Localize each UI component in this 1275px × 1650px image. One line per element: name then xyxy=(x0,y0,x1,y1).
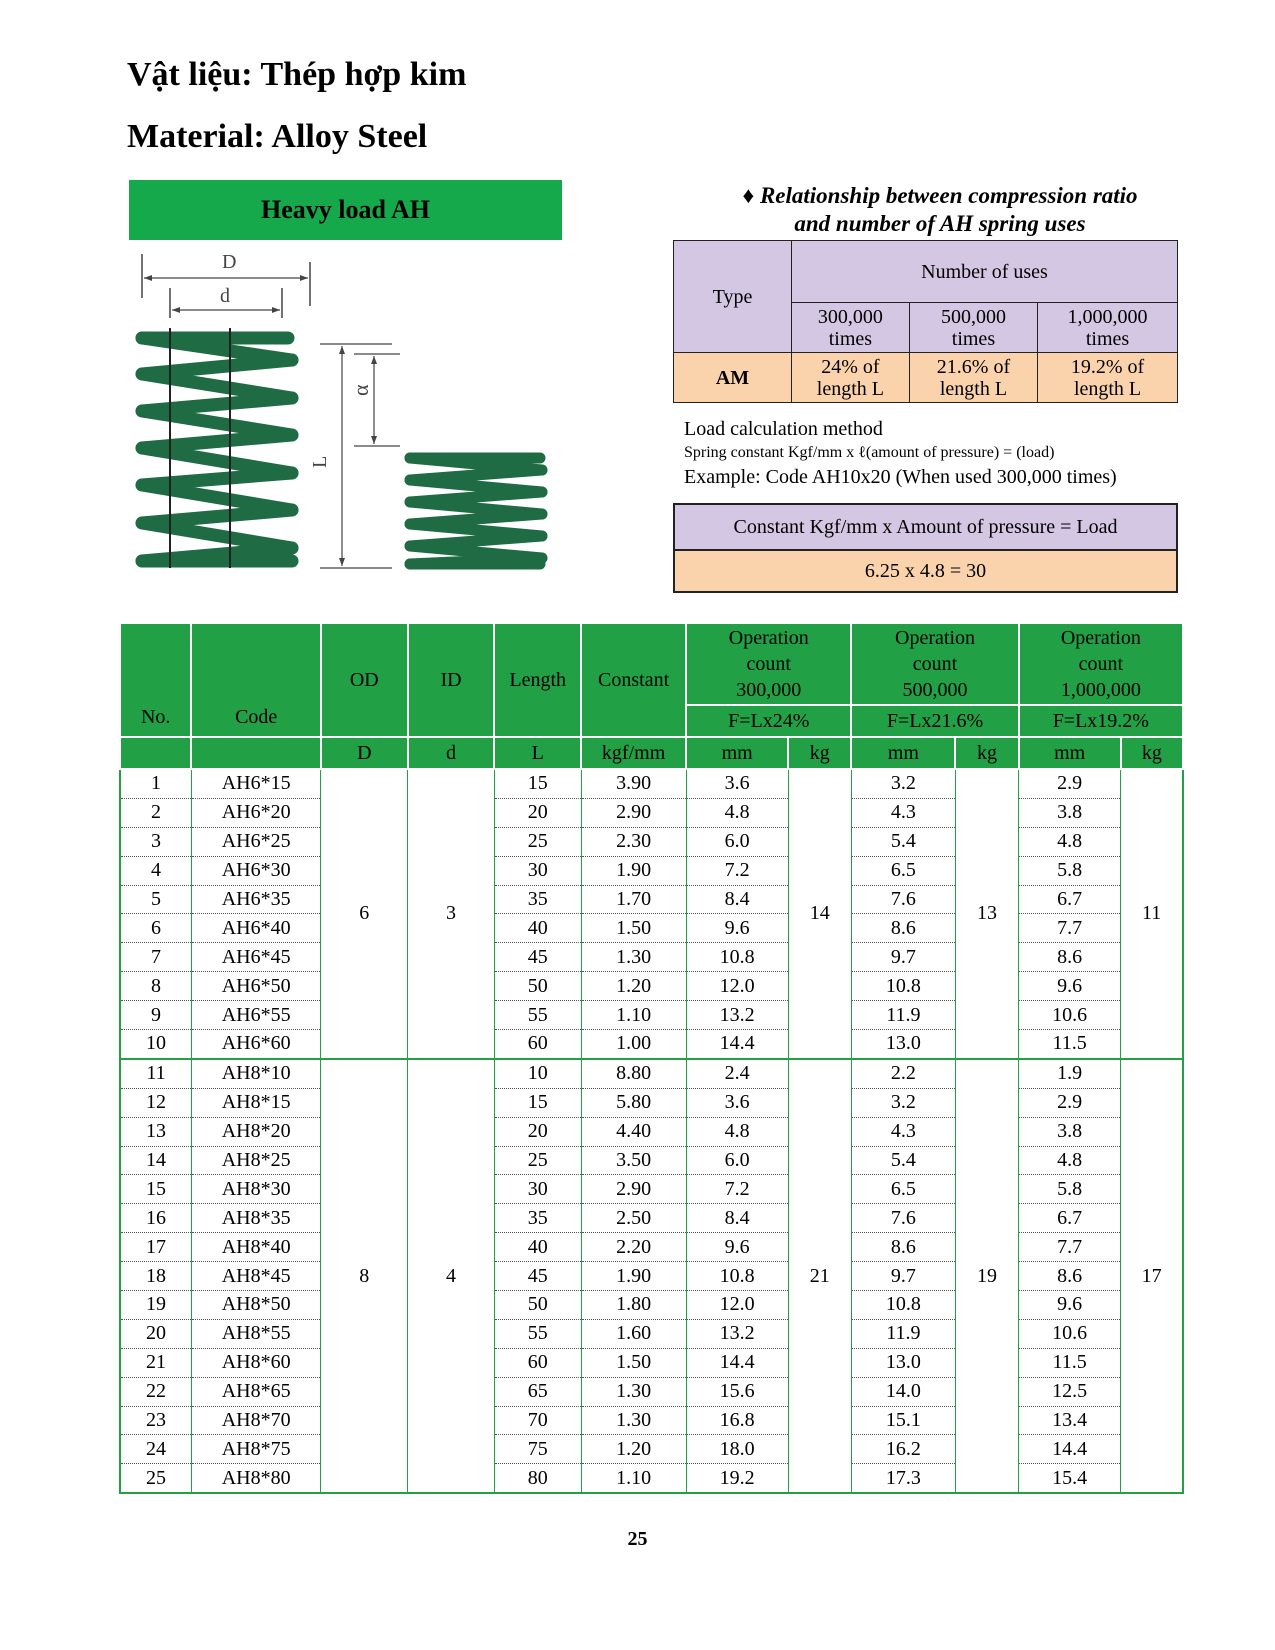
cell-no: 9 xyxy=(120,1001,191,1030)
cell-mm-300k: 7.2 xyxy=(686,1175,788,1204)
unit-d: d xyxy=(408,737,495,769)
cell-mm-1m: 6.7 xyxy=(1019,885,1121,914)
cell-mm-300k: 4.8 xyxy=(686,1117,788,1146)
cell-code: AH6*60 xyxy=(191,1030,321,1059)
table-row xyxy=(120,1146,1183,1175)
cell-length: 45 xyxy=(494,1262,581,1291)
cell-length: 50 xyxy=(494,972,581,1001)
cell-mm-500k: 10.8 xyxy=(851,972,955,1001)
table-row xyxy=(120,1117,1183,1146)
relationship-line1: Relationship between compression ratio xyxy=(759,183,1138,208)
col-code: Code xyxy=(191,623,321,737)
cell-constant: 3.50 xyxy=(581,1146,686,1175)
cell-mm-1m: 5.8 xyxy=(1019,856,1121,885)
cell-mm-300k: 10.8 xyxy=(686,1262,788,1291)
uses-table xyxy=(673,240,1178,403)
cell-constant: 1.20 xyxy=(581,972,686,1001)
cell-mm-300k: 7.2 xyxy=(686,856,788,885)
uses-col-1m: 1,000,000 times xyxy=(1038,303,1178,353)
unit-blank-code xyxy=(191,737,321,769)
cell-mm-1m: 2.9 xyxy=(1019,1088,1121,1117)
cell-length: 15 xyxy=(494,769,581,798)
cell-mm-500k: 7.6 xyxy=(851,1204,955,1233)
cell-mm-500k: 15.1 xyxy=(851,1406,955,1435)
cell-length: 55 xyxy=(494,1001,581,1030)
unit-mm-500k: mm xyxy=(851,737,955,769)
col-length: Length xyxy=(494,623,581,737)
cell-mm-1m: 10.6 xyxy=(1019,1001,1121,1030)
cell-code: AH8*55 xyxy=(191,1319,321,1348)
cell-no: 6 xyxy=(120,914,191,943)
heavy-load-banner: Heavy load AH xyxy=(129,180,562,240)
cell-no: 2 xyxy=(120,798,191,827)
cell-length: 60 xyxy=(494,1030,581,1059)
cell-length: 20 xyxy=(494,1117,581,1146)
cell-constant: 1.90 xyxy=(581,1262,686,1291)
bullet-icon: ♦ xyxy=(742,183,755,208)
cell-mm-300k: 3.6 xyxy=(686,1088,788,1117)
col-op-1m: Operation count 1,000,000 xyxy=(1019,623,1183,705)
diagram-label-L: L xyxy=(309,455,331,468)
cell-length: 50 xyxy=(494,1291,581,1320)
cell-code: AH8*30 xyxy=(191,1175,321,1204)
cell-id: 4 xyxy=(408,1059,495,1493)
cell-kg-500k: 19 xyxy=(955,1059,1018,1493)
cell-mm-300k: 12.0 xyxy=(686,1291,788,1320)
unit-mm-1m: mm xyxy=(1019,737,1121,769)
cell-no: 14 xyxy=(120,1146,191,1175)
cell-no: 17 xyxy=(120,1233,191,1262)
cell-constant: 1.50 xyxy=(581,1348,686,1377)
cell-constant: 2.50 xyxy=(581,1204,686,1233)
cell-length: 25 xyxy=(494,1146,581,1175)
cell-no: 11 xyxy=(120,1059,191,1088)
table-row xyxy=(120,1291,1183,1320)
spec-table xyxy=(119,622,1184,1494)
cell-kg-1m: 17 xyxy=(1121,1059,1183,1493)
cell-kg-500k: 13 xyxy=(955,769,1018,1059)
cell-mm-300k: 4.8 xyxy=(686,798,788,827)
cell-mm-500k: 4.3 xyxy=(851,798,955,827)
unit-kg-1m: kg xyxy=(1121,737,1183,769)
title-vietnamese: Vật liệu: Thép hợp kim xyxy=(127,56,467,93)
load-example: Example: Code AH10x20 (When used 300,000 times) xyxy=(684,466,1117,488)
table-row xyxy=(120,1001,1183,1030)
table-row xyxy=(120,1319,1183,1348)
cell-code: AH6*25 xyxy=(191,827,321,856)
cell-no: 7 xyxy=(120,943,191,972)
unit-kg-300k: kg xyxy=(788,737,851,769)
cell-no: 22 xyxy=(120,1377,191,1406)
cell-mm-500k: 9.7 xyxy=(851,1262,955,1291)
cell-no: 20 xyxy=(120,1319,191,1348)
cell-mm-1m: 11.5 xyxy=(1019,1030,1121,1059)
cell-constant: 1.30 xyxy=(581,1377,686,1406)
cell-mm-300k: 14.4 xyxy=(686,1030,788,1059)
cell-constant: 2.90 xyxy=(581,1175,686,1204)
cell-no: 3 xyxy=(120,827,191,856)
cell-mm-300k: 6.0 xyxy=(686,827,788,856)
cell-kg-1m: 11 xyxy=(1121,769,1183,1059)
table-row xyxy=(120,798,1183,827)
cell-length: 45 xyxy=(494,943,581,972)
table-row xyxy=(120,1435,1183,1464)
cell-length: 40 xyxy=(494,914,581,943)
cell-mm-1m: 3.8 xyxy=(1019,798,1121,827)
cell-mm-500k: 5.4 xyxy=(851,1146,955,1175)
cell-mm-300k: 6.0 xyxy=(686,1146,788,1175)
cell-mm-500k: 6.5 xyxy=(851,856,955,885)
cell-mm-300k: 15.6 xyxy=(686,1377,788,1406)
cell-constant: 1.60 xyxy=(581,1319,686,1348)
col-id: ID xyxy=(408,623,495,737)
cell-no: 10 xyxy=(120,1030,191,1059)
unit-L: L xyxy=(494,737,581,769)
table-row xyxy=(120,1464,1183,1493)
cell-mm-500k: 14.0 xyxy=(851,1377,955,1406)
cell-mm-300k: 18.0 xyxy=(686,1435,788,1464)
table-row xyxy=(120,1262,1183,1291)
cell-length: 35 xyxy=(494,885,581,914)
cell-od: 6 xyxy=(321,769,408,1059)
cell-mm-300k: 9.6 xyxy=(686,1233,788,1262)
cell-mm-1m: 1.9 xyxy=(1019,1059,1121,1088)
cell-mm-300k: 10.8 xyxy=(686,943,788,972)
cell-mm-500k: 8.6 xyxy=(851,914,955,943)
col-no: No. xyxy=(120,623,191,737)
cell-code: AH8*40 xyxy=(191,1233,321,1262)
cell-code: AH8*25 xyxy=(191,1146,321,1175)
table-row xyxy=(120,1348,1183,1377)
cell-code: AH8*70 xyxy=(191,1406,321,1435)
unit-kgf: kgf/mm xyxy=(581,737,686,769)
table-row xyxy=(120,856,1183,885)
table-row xyxy=(120,827,1183,856)
unit-D: D xyxy=(321,737,408,769)
table-row xyxy=(120,885,1183,914)
relationship-line2: and number of AH spring uses xyxy=(794,211,1086,236)
cell-code: AH8*50 xyxy=(191,1291,321,1320)
type-header: Type xyxy=(674,241,792,353)
diagram-label-d: d xyxy=(220,285,230,307)
cell-no: 8 xyxy=(120,972,191,1001)
title-english: Material: Alloy Steel xyxy=(127,118,428,155)
formula-500k: F=Lx21.6% xyxy=(851,705,1018,737)
cell-constant: 2.30 xyxy=(581,827,686,856)
cell-mm-1m: 2.9 xyxy=(1019,769,1121,798)
cell-mm-500k: 6.5 xyxy=(851,1175,955,1204)
cell-mm-300k: 13.2 xyxy=(686,1001,788,1030)
cell-no: 18 xyxy=(120,1262,191,1291)
cell-constant: 1.30 xyxy=(581,1406,686,1435)
cell-code: AH8*10 xyxy=(191,1059,321,1088)
cell-constant: 1.20 xyxy=(581,1435,686,1464)
cell-mm-300k: 14.4 xyxy=(686,1348,788,1377)
cell-mm-1m: 4.8 xyxy=(1019,1146,1121,1175)
cell-length: 75 xyxy=(494,1435,581,1464)
cell-mm-1m: 4.8 xyxy=(1019,827,1121,856)
cell-mm-300k: 12.0 xyxy=(686,972,788,1001)
constant-box xyxy=(673,503,1178,593)
cell-mm-500k: 8.6 xyxy=(851,1233,955,1262)
cell-code: AH8*65 xyxy=(191,1377,321,1406)
uses-header: Number of uses xyxy=(792,241,1178,303)
col-od: OD xyxy=(321,623,408,737)
cell-constant: 1.50 xyxy=(581,914,686,943)
cell-kg-300k: 14 xyxy=(788,769,851,1059)
cell-constant: 1.80 xyxy=(581,1291,686,1320)
cell-constant: 2.90 xyxy=(581,798,686,827)
cell-mm-1m: 13.4 xyxy=(1019,1406,1121,1435)
cell-code: AH8*35 xyxy=(191,1204,321,1233)
cell-length: 10 xyxy=(494,1059,581,1088)
unit-kg-500k: kg xyxy=(955,737,1018,769)
cell-length: 40 xyxy=(494,1233,581,1262)
table-row xyxy=(120,1377,1183,1406)
table-row xyxy=(120,1175,1183,1204)
cell-mm-1m: 7.7 xyxy=(1019,914,1121,943)
cell-constant: 5.80 xyxy=(581,1088,686,1117)
cell-constant: 1.70 xyxy=(581,885,686,914)
cell-mm-500k: 11.9 xyxy=(851,1001,955,1030)
cell-mm-300k: 19.2 xyxy=(686,1464,788,1493)
cell-code: AH6*45 xyxy=(191,943,321,972)
cell-mm-1m: 11.5 xyxy=(1019,1348,1121,1377)
relationship-title xyxy=(700,182,1180,238)
cell-constant: 4.40 xyxy=(581,1117,686,1146)
col-op-500k: Operation count 500,000 xyxy=(851,623,1018,705)
am-500k: 21.6% of length L xyxy=(909,353,1037,403)
cell-mm-500k: 11.9 xyxy=(851,1319,955,1348)
cell-length: 25 xyxy=(494,827,581,856)
cell-constant: 1.10 xyxy=(581,1001,686,1030)
load-formula: Spring constant Kgf/mm x ℓ(amount of pressure) = (load) xyxy=(684,444,1055,461)
formula-300k: F=Lx24% xyxy=(686,705,851,737)
cell-length: 70 xyxy=(494,1406,581,1435)
uses-col-500k: 500,000 times xyxy=(909,303,1037,353)
uses-col-300k: 300,000 times xyxy=(792,303,910,353)
cell-mm-1m: 9.6 xyxy=(1019,1291,1121,1320)
cell-code: AH6*20 xyxy=(191,798,321,827)
cell-mm-300k: 16.8 xyxy=(686,1406,788,1435)
cell-mm-1m: 5.8 xyxy=(1019,1175,1121,1204)
cell-mm-300k: 9.6 xyxy=(686,914,788,943)
cell-code: AH6*35 xyxy=(191,885,321,914)
cell-mm-1m: 8.6 xyxy=(1019,943,1121,972)
unit-mm-300k: mm xyxy=(686,737,788,769)
cell-no: 25 xyxy=(120,1464,191,1493)
cell-mm-500k: 7.6 xyxy=(851,885,955,914)
cell-mm-1m: 7.7 xyxy=(1019,1233,1121,1262)
cell-mm-1m: 8.6 xyxy=(1019,1262,1121,1291)
cell-code: AH6*30 xyxy=(191,856,321,885)
cell-length: 65 xyxy=(494,1377,581,1406)
cell-no: 13 xyxy=(120,1117,191,1146)
cell-constant: 2.20 xyxy=(581,1233,686,1262)
cell-mm-1m: 9.6 xyxy=(1019,972,1121,1001)
table-row xyxy=(120,1030,1183,1059)
cell-code: AH8*15 xyxy=(191,1088,321,1117)
cell-mm-300k: 8.4 xyxy=(686,885,788,914)
cell-mm-300k: 2.4 xyxy=(686,1059,788,1088)
cell-code: AH8*75 xyxy=(191,1435,321,1464)
cell-code: AH6*55 xyxy=(191,1001,321,1030)
cell-constant: 1.10 xyxy=(581,1464,686,1493)
cell-mm-500k: 16.2 xyxy=(851,1435,955,1464)
load-method-title: Load calculation method xyxy=(684,418,883,440)
cell-no: 21 xyxy=(120,1348,191,1377)
table-row xyxy=(120,972,1183,1001)
cell-mm-500k: 9.7 xyxy=(851,943,955,972)
cell-mm-500k: 13.0 xyxy=(851,1348,955,1377)
cell-length: 20 xyxy=(494,798,581,827)
cell-mm-500k: 4.3 xyxy=(851,1117,955,1146)
cell-no: 4 xyxy=(120,856,191,885)
am-1m: 19.2% of length L xyxy=(1038,353,1178,403)
cell-constant: 3.90 xyxy=(581,769,686,798)
cell-no: 12 xyxy=(120,1088,191,1117)
cell-code: AH8*60 xyxy=(191,1348,321,1377)
cell-no: 23 xyxy=(120,1406,191,1435)
cell-length: 80 xyxy=(494,1464,581,1493)
cell-length: 15 xyxy=(494,1088,581,1117)
cell-od: 8 xyxy=(321,1059,408,1493)
cell-no: 19 xyxy=(120,1291,191,1320)
formula-1m: F=Lx19.2% xyxy=(1019,705,1183,737)
cell-length: 35 xyxy=(494,1204,581,1233)
cell-length: 30 xyxy=(494,1175,581,1204)
unit-blank-no xyxy=(120,737,191,769)
cell-code: AH6*40 xyxy=(191,914,321,943)
table-row xyxy=(120,1233,1183,1262)
cell-constant: 8.80 xyxy=(581,1059,686,1088)
cell-code: AH8*20 xyxy=(191,1117,321,1146)
cell-code: AH8*80 xyxy=(191,1464,321,1493)
cell-no: 1 xyxy=(120,769,191,798)
cell-mm-500k: 13.0 xyxy=(851,1030,955,1059)
cell-mm-500k: 17.3 xyxy=(851,1464,955,1493)
cell-no: 15 xyxy=(120,1175,191,1204)
col-constant: Constant xyxy=(581,623,686,737)
cell-length: 55 xyxy=(494,1319,581,1348)
cell-mm-1m: 6.7 xyxy=(1019,1204,1121,1233)
constant-box-value: 6.25 x 4.8 = 30 xyxy=(674,550,1177,592)
cell-mm-300k: 3.6 xyxy=(686,769,788,798)
cell-length: 30 xyxy=(494,856,581,885)
cell-mm-500k: 10.8 xyxy=(851,1291,955,1320)
table-row xyxy=(120,769,1183,798)
table-row xyxy=(120,1204,1183,1233)
cell-constant: 1.90 xyxy=(581,856,686,885)
cell-no: 5 xyxy=(120,885,191,914)
constant-box-header: Constant Kgf/mm x Amount of pressure = Load xyxy=(674,504,1177,550)
spring-diagram xyxy=(130,248,580,593)
table-row xyxy=(120,1406,1183,1435)
cell-code: AH6*15 xyxy=(191,769,321,798)
cell-code: AH6*50 xyxy=(191,972,321,1001)
cell-mm-500k: 2.2 xyxy=(851,1059,955,1088)
cell-code: AH8*45 xyxy=(191,1262,321,1291)
cell-mm-1m: 3.8 xyxy=(1019,1117,1121,1146)
table-row xyxy=(120,1059,1183,1088)
cell-mm-300k: 13.2 xyxy=(686,1319,788,1348)
cell-mm-500k: 5.4 xyxy=(851,827,955,856)
row-type-am: AM xyxy=(674,353,792,403)
cell-constant: 1.30 xyxy=(581,943,686,972)
am-300k: 24% of length L xyxy=(792,353,910,403)
cell-mm-300k: 8.4 xyxy=(686,1204,788,1233)
cell-no: 16 xyxy=(120,1204,191,1233)
cell-kg-300k: 21 xyxy=(788,1059,851,1493)
cell-length: 60 xyxy=(494,1348,581,1377)
cell-mm-500k: 3.2 xyxy=(851,1088,955,1117)
page-number: 25 xyxy=(627,1528,648,1550)
col-op-300k: Operation count 300,000 xyxy=(686,623,851,705)
cell-mm-500k: 3.2 xyxy=(851,769,955,798)
cell-constant: 1.00 xyxy=(581,1030,686,1059)
cell-mm-1m: 14.4 xyxy=(1019,1435,1121,1464)
cell-no: 24 xyxy=(120,1435,191,1464)
cell-mm-1m: 12.5 xyxy=(1019,1377,1121,1406)
diagram-label-D: D xyxy=(222,251,237,273)
table-row xyxy=(120,943,1183,972)
diagram-label-alpha: α xyxy=(348,384,373,396)
table-row xyxy=(120,1088,1183,1117)
cell-id: 3 xyxy=(408,769,495,1059)
cell-mm-1m: 10.6 xyxy=(1019,1319,1121,1348)
cell-mm-1m: 15.4 xyxy=(1019,1464,1121,1493)
table-row xyxy=(120,914,1183,943)
